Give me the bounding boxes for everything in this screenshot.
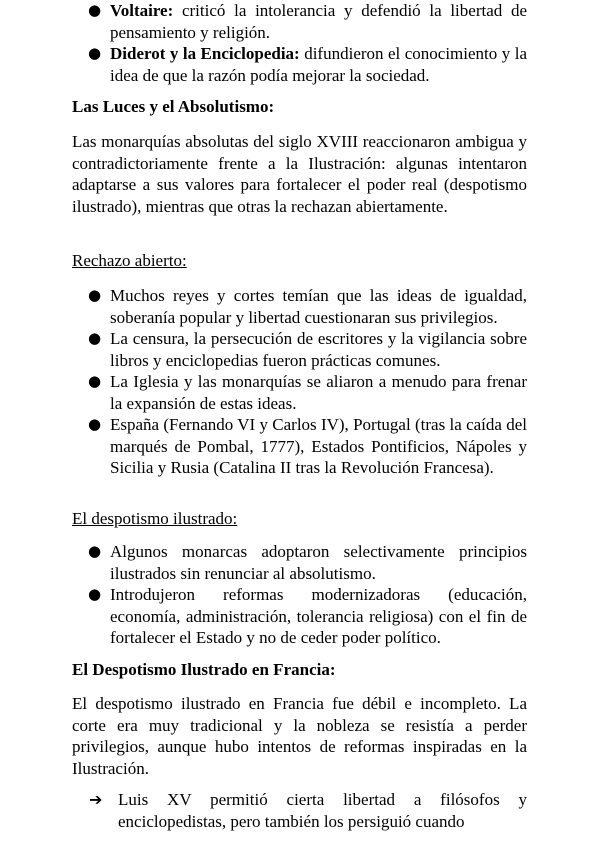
arrow-right-icon: ➔: [89, 790, 103, 809]
paragraph-luces: Las monarquías absolutas del siglo XVIII reaccionaron ambigua y contradictoriamente frente a la Ilustración: algunas intentaron adaptarse a sus valores para fortalecer el poder real (despotismo ilustrado), mientras que otras la rechazan abiertamente.: [72, 132, 527, 216]
bullet-dot-icon: ●: [88, 1, 102, 19]
section-heading-francia: El Despotismo Ilustrado en Francia:: [72, 660, 336, 679]
list-item: [72, 789, 527, 832]
bullet-dot-icon: ●: [88, 542, 102, 560]
despotismo-bullet-list: [72, 541, 527, 649]
bullet-dot-icon: ●: [88, 585, 102, 603]
bullet-text: Introdujeron reformas modernizadoras (educación, economía, administración, tolerancia religiosa) con el fin de fortalecer el Estado y no de ceder poder político.: [110, 585, 527, 647]
arrow-item-text: Luis XV permitió cierta libertad a filósofos y enciclopedistas, pero también los persiguió cuando: [118, 790, 527, 831]
bullet-text: Muchos reyes y cortes temían que las ideas de igualdad, soberanía popular y libertad cuestionaran sus privilegios.: [110, 286, 527, 327]
bullet-dot-icon: ●: [88, 415, 102, 433]
bullet-text: La censura, la persecución de escritores y la vigilancia sobre libros y enciclopedias fueron prácticas comunes.: [110, 329, 527, 370]
list-item: [72, 285, 527, 328]
section-heading-despotismo: El despotismo ilustrado:: [72, 509, 238, 528]
bullet-dot-icon: ●: [88, 44, 102, 62]
bullet-dot-icon: ●: [88, 286, 102, 304]
bullet-term: Voltaire:: [110, 1, 174, 20]
list-item: [72, 0, 527, 43]
list-item: [72, 541, 527, 584]
bullet-dot-icon: ●: [88, 372, 102, 390]
list-item: [72, 371, 527, 414]
bullet-text: España (Fernando VI y Carlos IV), Portugal (tras la caída del marqués de Pombal, 1777), Estados Pontificios, Nápoles y Sicilia y Rusia (Catalina II tras la Revolución Francesa).: [110, 415, 527, 477]
list-item: [72, 328, 527, 371]
bullet-dot-icon: ●: [88, 329, 102, 347]
bullet-text: Algunos monarcas adoptaron selectivamente principios ilustrados sin renunciar al absolutismo.: [110, 542, 527, 583]
bullet-text: criticó la intolerancia y defendió la libertad de pensamiento y religión.: [110, 1, 527, 42]
francia-arrow-list: [72, 789, 527, 832]
list-item: [72, 584, 527, 649]
bullet-text: difundieron el conocimiento y la idea de que la razón podía mejorar la sociedad.: [110, 44, 527, 85]
section-heading-luces: Las Luces y el Absolutismo:: [72, 97, 275, 116]
section-heading-rechazo: Rechazo abierto:: [72, 251, 187, 270]
rechazo-bullet-list: [72, 285, 527, 479]
list-item: [72, 43, 527, 86]
bullet-text: La Iglesia y las monarquías se aliaron a menudo para frenar la expansión de estas ideas.: [110, 372, 527, 413]
bullet-term: Diderot y la Enciclopedia:: [110, 44, 300, 63]
paragraph-francia: El despotismo ilustrado en Francia fue débil e incompleto. La corte era muy tradicional y la nobleza se resistía a perder privilegios, aunque hubo intentos de reformas inspiradas en la Ilustración.: [72, 694, 527, 778]
intro-bullet-list: [72, 0, 527, 86]
list-item: [72, 414, 527, 479]
